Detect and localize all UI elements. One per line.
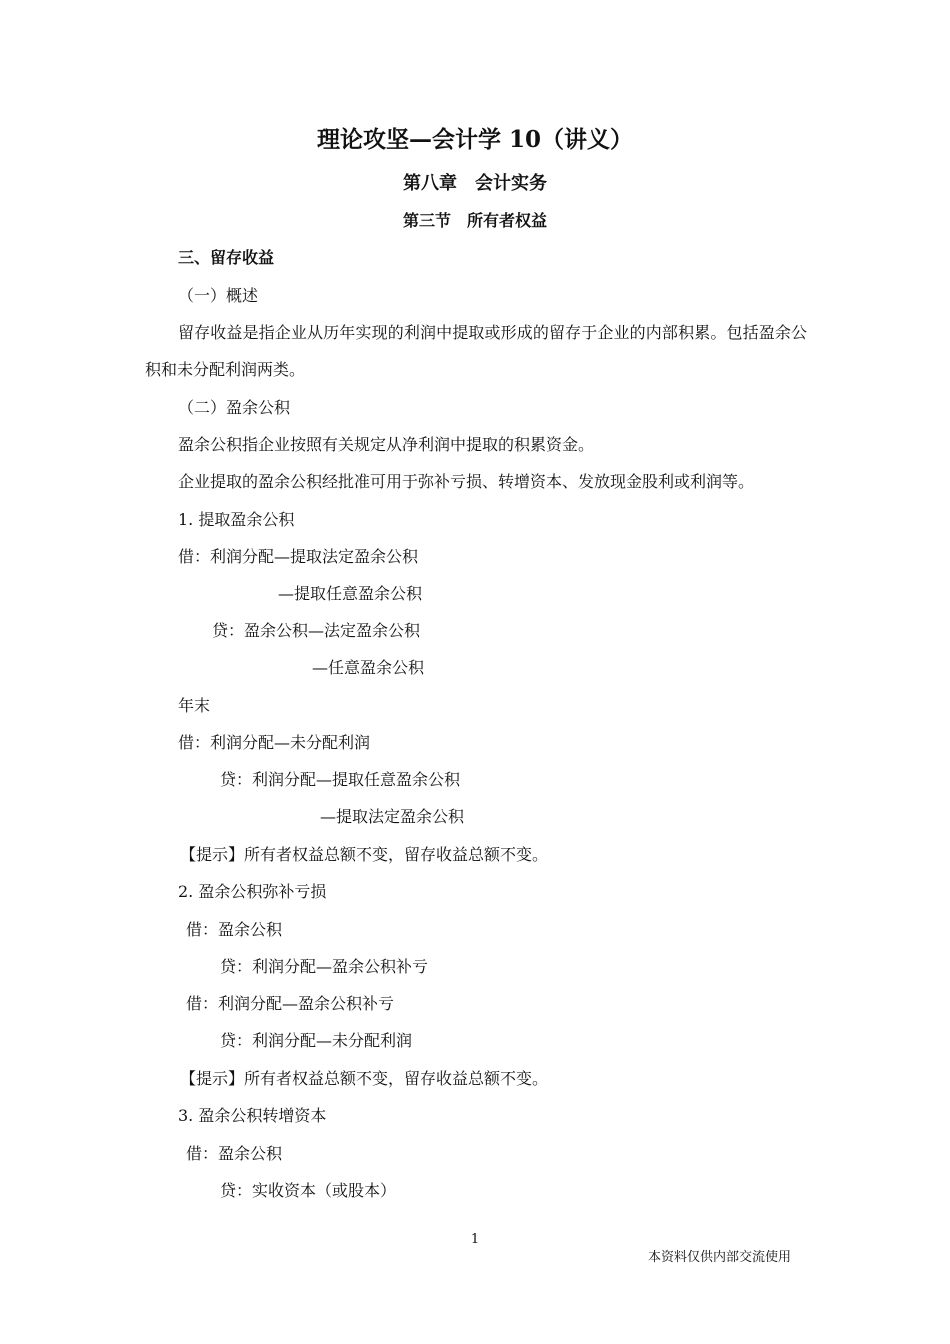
paragraph-definition: 留存收益是指企业从历年实现的利润中提取或形成的留存于企业的内部积累。包括盈余公积和未分配利润两类。 <box>145 323 807 379</box>
journal-line: 借：利润分配—提取法定盈余公积 <box>178 547 419 566</box>
paragraph-surplus-usage: 企业提取的盈余公积经批准可用于弥补亏损、转增资本、发放现金股利或利润等。 <box>178 472 755 491</box>
section-title: 第三节 所有者权益 <box>402 211 547 230</box>
page-number: 1 <box>470 1232 480 1247</box>
footer-note: 本资料仅供内部交流使用 <box>648 1250 792 1265</box>
journal-line: —任意盈余公积 <box>312 658 425 677</box>
journal-line: 贷：实收资本（或股本） <box>220 1181 397 1200</box>
journal-line: 借：利润分配—未分配利润 <box>178 733 371 752</box>
journal-line: —提取法定盈余公积 <box>320 807 465 826</box>
journal-line: 贷：利润分配—盈余公积补亏 <box>220 957 429 976</box>
journal-line: —提取任意盈余公积 <box>278 584 423 603</box>
item-1-title: 1. 提取盈余公积 <box>178 510 295 529</box>
item-2-title: 2. 盈余公积弥补亏损 <box>178 882 327 901</box>
tip-note: 【提示】所有者权益总额不变，留存收益总额不变。 <box>180 845 549 864</box>
journal-line: 借：盈余公积 <box>186 1144 283 1163</box>
paragraph-surplus-definition: 盈余公积指企业按照有关规定从净利润中提取的积累资金。 <box>178 435 595 454</box>
tip-note: 【提示】所有者权益总额不变，留存收益总额不变。 <box>180 1069 549 1088</box>
heading-retained-earnings: 三、留存收益 <box>178 248 275 267</box>
journal-line: 贷：利润分配—提取任意盈余公积 <box>220 770 461 789</box>
journal-line: 借：利润分配—盈余公积补亏 <box>186 994 395 1013</box>
journal-line: 贷：利润分配—未分配利润 <box>220 1031 413 1050</box>
chapter-title: 第八章 会计实务 <box>403 173 547 194</box>
item-3-title: 3. 盈余公积转增资本 <box>178 1106 327 1125</box>
subheading-overview: （一）概述 <box>178 286 259 305</box>
year-end-label: 年末 <box>178 696 211 715</box>
journal-line: 借：盈余公积 <box>186 920 283 939</box>
journal-line: 贷：盈余公积—法定盈余公积 <box>212 621 421 640</box>
document-title: 理论攻坚—会计学 10（讲义） <box>316 126 633 153</box>
subheading-surplus-reserve: （二）盈余公积 <box>178 398 291 417</box>
